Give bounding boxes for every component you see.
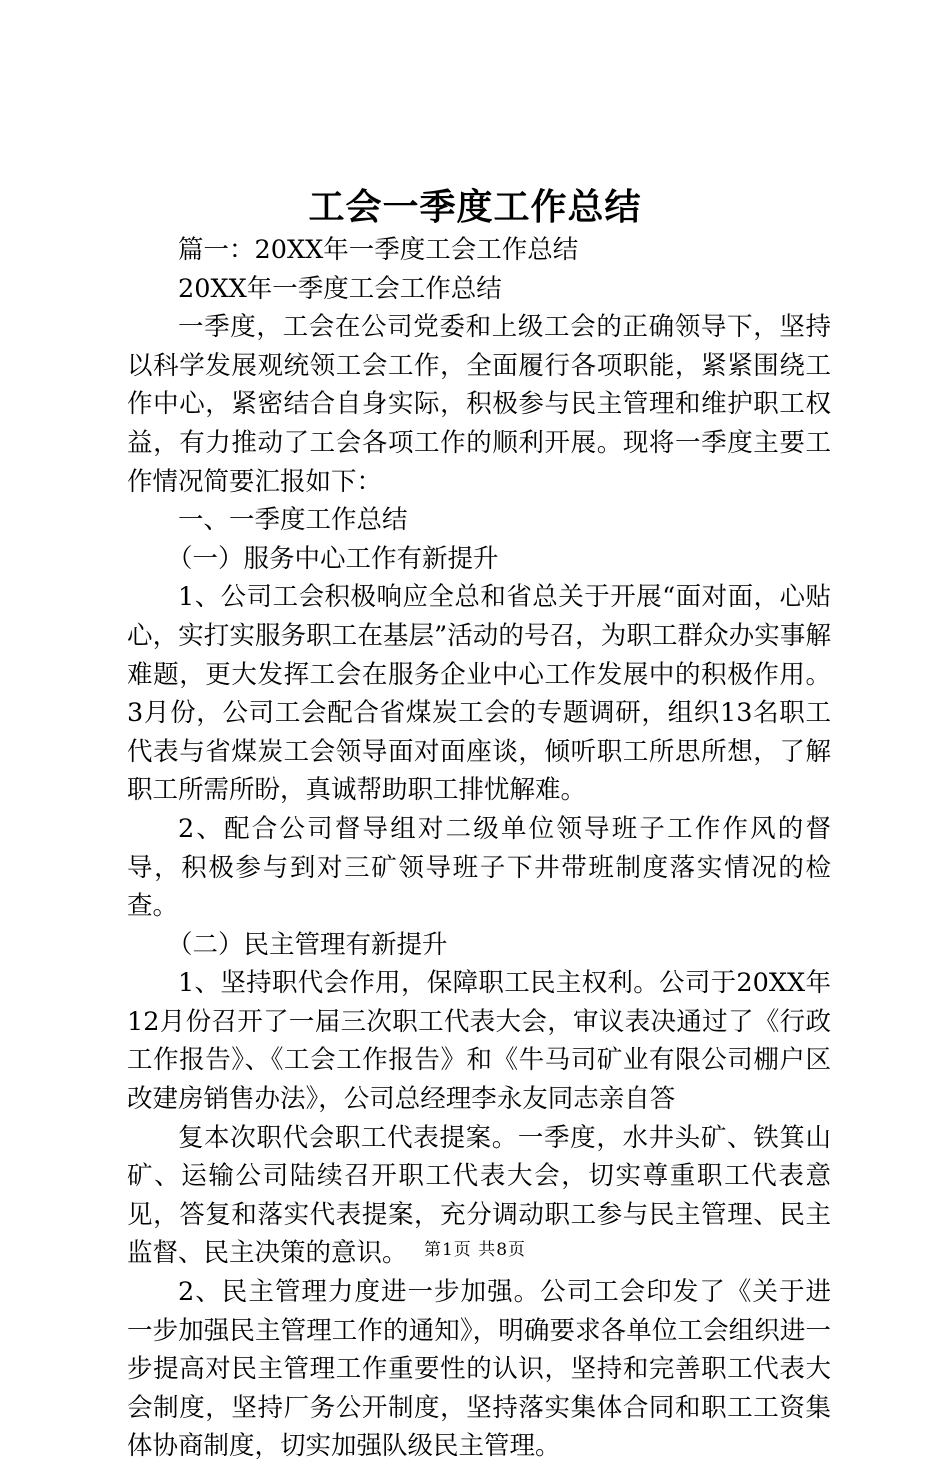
paragraph-2: 20XX年一季度工会工作总结 [178,273,502,304]
subsection-heading-1: （一）服务中心工作有新提升 [167,543,499,574]
section-heading-1: 一、一季度工作总结 [178,505,408,536]
paragraph-7: 复本次职代会职工代表提案。一季度，水井头矿、铁箕山矿、运输公司陆续召开职工代表大会，切实尊重职工代表意见，答复和落实代表提案，充分调动职工参与民主管理、民主监督、民主决策的意识。 [127,1122,831,1269]
paragraph-8: 2、民主管理力度进一步加强。公司工会印发了《关于进一步加强民主管理工作的通知》，明确要求各单位工会组织进一步提高对民主管理工作重要性的认识，坚持和完善职工代表大会制度，坚持厂务公开制度，坚持落实集体合同和职工工资集体协商制度，切实加强队级民主管理。 [127,1277,831,1462]
paragraph-1: 篇一：20XX年一季度工会工作总结 [178,235,579,265]
document-title: 工会一季度工作总结 [308,186,642,228]
document-body [127,231,831,1466]
paragraph-6: 1、坚持职代会作用，保障职工民主权利。公司于20XX年12月份召开了一届三次职工代表大会，审议表决通过了《行政工作报告》、《工会工作报告》和《牛马司矿业有限公司棚户区改建房销售办法》，公司总经理李永友同志亲自答 [127,968,831,1115]
paragraph-3: 一季度，工会在公司党委和上级工会的正确领导下，坚持以科学发展观统领工会工作，全面履行各项职能，紧紧围绕工作中心，紧密结合自身实际，积极参与民主管理和维护职工权益，有力推动了工会各项工作的顺利开展。现将一季度主要工作情况简要汇报如下： [127,312,831,497]
page-footer: 第1页 共8页 [423,1240,527,1260]
subsection-heading-2: （二）民主管理有新提升 [167,929,448,960]
paragraph-5: 2、配合公司督导组对二级单位领导班子工作作风的督导，积极参与到对三矿领导班子下井带班制度落实情况的检查。 [127,813,831,922]
paragraph-4: 1、公司工会积极响应全总和省总关于开展“面对面，心贴心，实打实服务职工在基层”活动的号召，为职工群众办实事解难题，更大发挥工会在服务企业中心工作发展中的积极作用。3月份，公司工会配合省煤炭工会的专题调研，组织13名职工代表与省煤炭工会领导面对面座谈，倾听职工所思所想，了解职工所需所盼，真诚帮助职工排忧解难。 [127,582,831,806]
